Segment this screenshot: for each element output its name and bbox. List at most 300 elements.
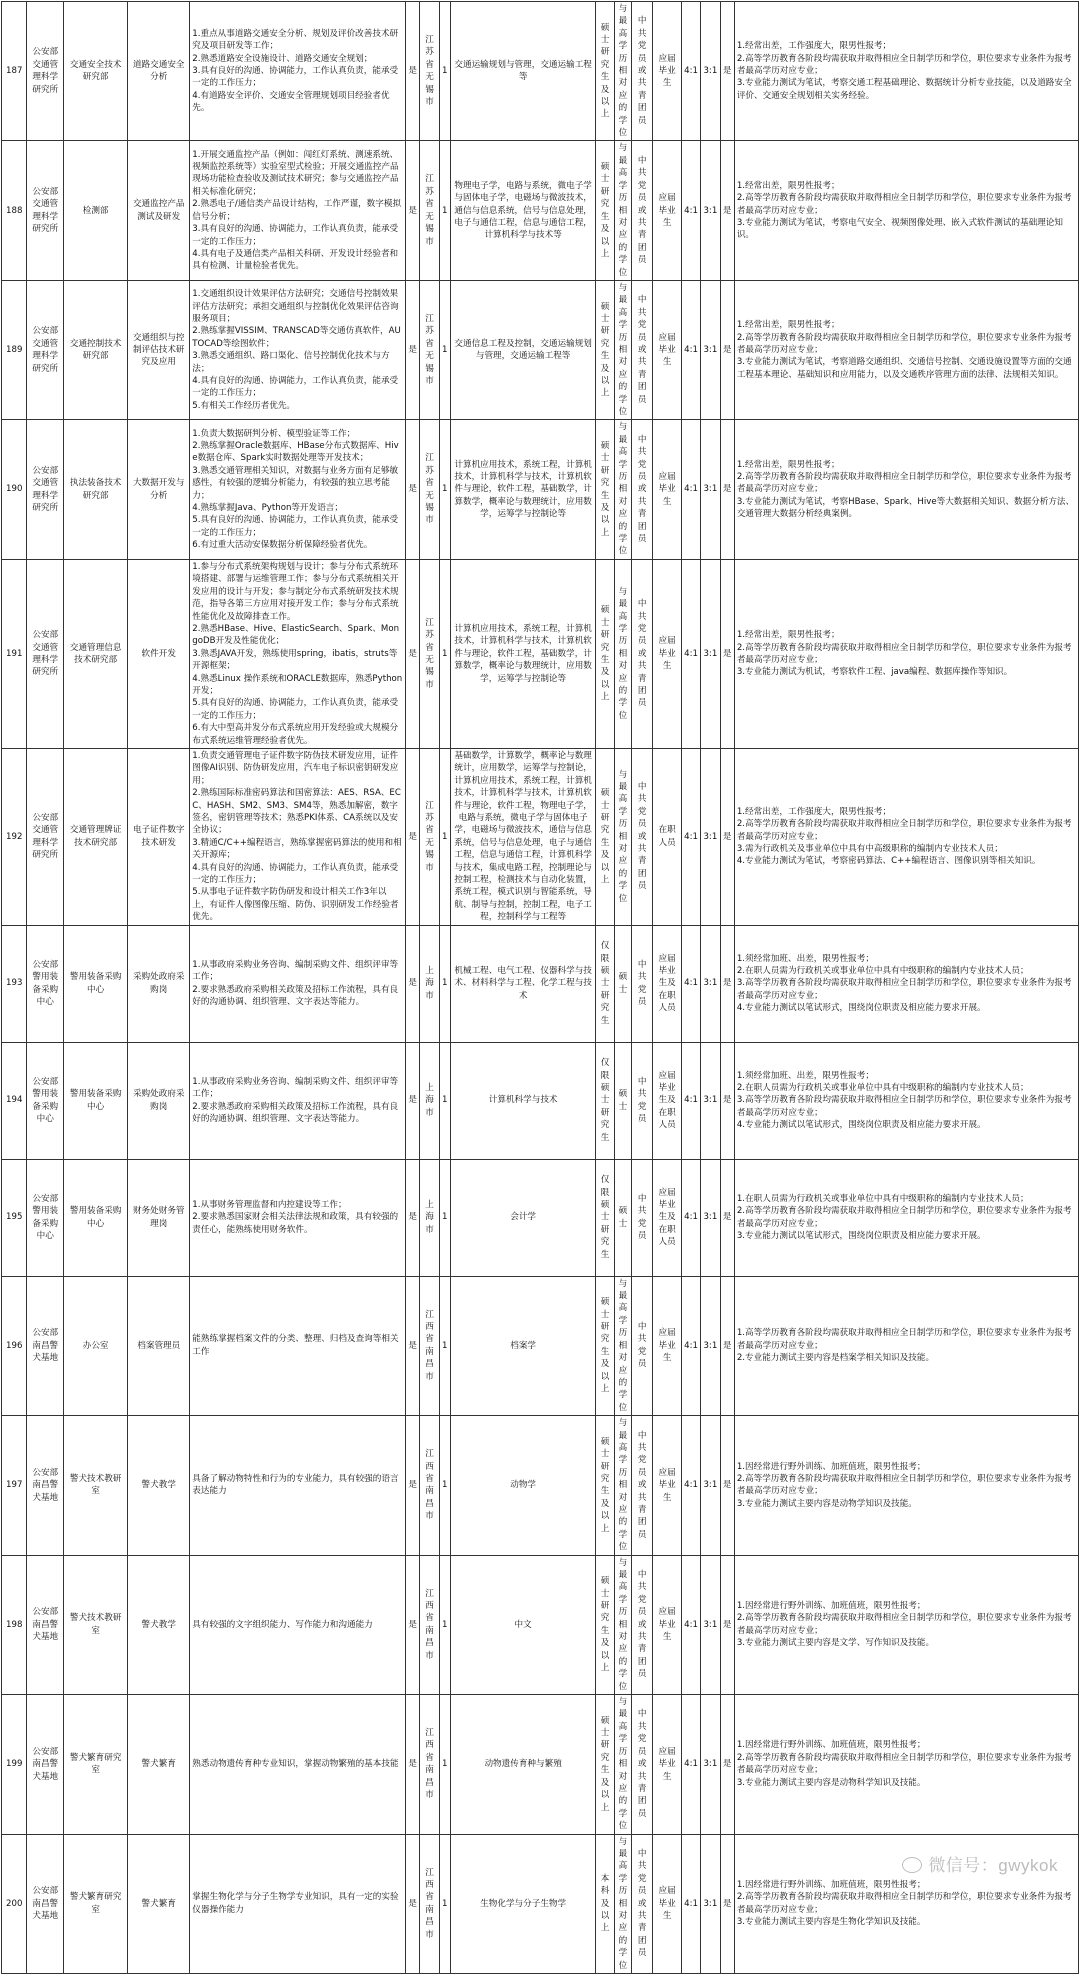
text-line: 1.从事政府采购业务咨询、编制采购文件、组织评审等工作；	[192, 1076, 399, 1100]
text-line: 2.高等学历教育各阶段均需获取并取得相应全日制学历和学位，职位要求专业条件为报考者最高学历对应专业；	[736, 332, 1072, 355]
text-line: 2.高等学历教育各阶段均需获取并取得相应全日制学历和学位，职位要求专业条件为报考者最高学历对应专业；	[736, 1752, 1072, 1776]
ratio-a: 4:1	[681, 559, 700, 748]
unit-name: 公安部南昌警犬基地	[27, 1276, 64, 1415]
unit-name: 公安部交通管理科学研究所	[27, 559, 64, 748]
row-number: 193	[2, 925, 27, 1042]
flag-b: 是	[720, 280, 734, 419]
notes	[734, 1416, 1078, 1555]
hire-count: 1	[439, 141, 450, 280]
text-line: 3.专业能力测试为笔试，考察电气安全、视频图像处理、嵌入式软件测试的基础理论知识。	[736, 217, 1063, 241]
hire-count: 1	[439, 2, 450, 141]
text-line: 2.专业能力测试主要内容是档案学相关知识及技能。	[736, 1353, 935, 1364]
ratio-b: 3:1	[701, 748, 720, 925]
flag-b: 是	[720, 1276, 734, 1415]
education-requirement: 本科及以上	[596, 1834, 614, 1973]
degree-requirement: 与最高学历相对应的学位	[614, 1834, 631, 1973]
table-row	[2, 420, 1079, 559]
text-line: 熟悉动物遗传育种专业知识，掌握动物繁殖的基本技能	[192, 1759, 399, 1770]
work-location: 上海市	[420, 1042, 439, 1159]
candidate-source: 应届毕业生及在职人员	[653, 1159, 682, 1276]
row-number: 194	[2, 1042, 27, 1159]
text-line: 2.熟练掌握Oracle数据库、HBase分布式数据库、Hive数据仓库、Spark实时数据处理等开发技术；	[192, 441, 399, 464]
position-name: 警犬繁育	[128, 1834, 190, 1973]
position-requirements	[190, 748, 406, 925]
position-requirements	[190, 1159, 406, 1276]
ratio-a: 4:1	[681, 1555, 700, 1694]
table-row	[2, 1555, 1079, 1694]
position-requirements	[190, 559, 406, 748]
position-requirements	[190, 1276, 406, 1415]
education-requirement: 硕士研究生及以上	[596, 559, 614, 748]
work-location: 江西省南昌市	[420, 1555, 439, 1694]
hire-count: 1	[439, 1695, 450, 1834]
wechat-icon	[902, 1857, 922, 1873]
table-row	[2, 1159, 1079, 1276]
political-status: 中共党员或共青团员	[632, 2, 653, 141]
table-row	[2, 925, 1079, 1042]
flag-b: 是	[720, 2, 734, 141]
text-line: 2.高等学历教育各阶段均需获取并取得相应全日制学历和学位，职位要求专业条件为报考者最高学历对应专业；	[736, 1206, 1072, 1229]
unit-name: 公安部警用装备采购中心	[27, 1042, 64, 1159]
row-number: 196	[2, 1276, 27, 1415]
department: 警犬繁育研究室	[64, 1834, 128, 1973]
flag-a: 是	[406, 1834, 420, 1973]
text-line: 3.高等学历教育各阶段均需获取并取得相应全日制学历和学位，职位要求专业条件为报考者最高学历对应专业；	[736, 978, 1072, 1001]
text-line: 1.从事政府采购业务咨询、编制采购文件、组织评审等工作；	[192, 959, 399, 983]
text-line: 1.因经常进行野外训练、加班值班，限男性报考；	[736, 1740, 926, 1751]
candidate-source: 应届毕业生	[653, 280, 682, 419]
major-requirement: 基础数学，计算数学，概率论与数理统计，应用数学，运筹学与控制论，计算机应用技术，系统工程，计算机技术，计算机科学与技术，计算机软件与理论，软件工程，物理电子学，电路与系统，微电子学与固体电子学，电磁场与微波技术，通信与信息系统，信号与信息处理，电子与通信工程，信息与通信工程，计算机科学与技术，集成电路工程，控制理论与控制工程，检测技术与自动化装置，系统工程，模式识别与智能系统，导航、制导与控制，控制工程，电子工程，控制科学与工程等	[450, 748, 596, 925]
text-line: 3.专业能力测试为笔试，考察道路交通组织、交通信号控制、交通设施设置等方面的交通工程基本理论、基础知识和应用能力，以及交通秩序管理方面的法律、法规相关知识。	[736, 357, 1072, 380]
table-row	[2, 1276, 1079, 1415]
table-row	[2, 1042, 1079, 1159]
text-line: 1.须经常加班、出差，限男性报考；	[736, 1070, 874, 1081]
ratio-a: 4:1	[681, 1416, 700, 1555]
ratio-b: 3:1	[701, 925, 720, 1042]
position-requirements	[190, 1042, 406, 1159]
text-line: 5.有相关工作经历者优先。	[192, 400, 296, 411]
degree-requirement: 与最高学历相对应的学位	[614, 141, 631, 280]
flag-b: 是	[720, 1555, 734, 1694]
notes	[734, 559, 1078, 748]
department: 警犬技术教研室	[64, 1555, 128, 1694]
hire-count: 1	[439, 1834, 450, 1973]
text-line: 4.具有电子及通信类产品相关科研、开发设计经验者和具有检测、计量检验者优先。	[192, 248, 399, 272]
political-status: 中共党员或共青团员	[632, 559, 653, 748]
flag-b: 是	[720, 141, 734, 280]
text-line: 3.熟悉交通管理相关知识，对数据与业务方面有足够敏感性，有较强的逻辑分析能力，有较强的独立思考能力；	[192, 465, 399, 501]
text-line: 能熟练掌握档案文件的分类、整理、归档及查询等相关工作	[192, 1334, 399, 1357]
text-line: 3.熟悉JAVA开发，熟练使用spring，ibatis，struts等开源框架；	[192, 648, 398, 672]
flag-a: 是	[406, 925, 420, 1042]
recruitment-table	[1, 1, 1079, 1974]
candidate-source: 应届毕业生	[653, 1834, 682, 1973]
table-row	[2, 559, 1079, 748]
candidate-source: 在职人员	[653, 748, 682, 925]
degree-requirement: 与最高学历相对应的学位	[614, 2, 631, 141]
flag-a: 是	[406, 280, 420, 419]
text-line: 2.高等学历教育各阶段均需获取并取得相应全日制学历和学位，职位要求专业条件为报考者最高学历对应专业；	[736, 1473, 1072, 1497]
table-row	[2, 280, 1079, 419]
ratio-b: 3:1	[701, 559, 720, 748]
education-requirement: 仅限硕士研究生	[596, 925, 614, 1042]
row-number: 195	[2, 1159, 27, 1276]
position-requirements	[190, 141, 406, 280]
political-status: 中共党员或共青团员	[632, 1555, 653, 1694]
text-line: 1.从事财务管理监督和内控建设等工作；	[192, 1200, 347, 1211]
position-requirements	[190, 280, 406, 419]
table-row	[2, 1695, 1079, 1834]
candidate-source: 应届毕业生	[653, 2, 682, 141]
text-line: 掌握生物化学与分子生物学专业知识，具有一定的实验仪器操作能力	[192, 1892, 399, 1915]
candidate-source: 应届毕业生	[653, 141, 682, 280]
flag-b: 是	[720, 748, 734, 925]
flag-a: 是	[406, 1695, 420, 1834]
ratio-b: 3:1	[701, 1276, 720, 1415]
text-line: 3.专业能力测试主要内容是动物科学知识及技能。	[736, 1777, 926, 1788]
text-line: 2.在职人员需为行政机关或事业单位中具有中级职称的编制内专业技术人员；	[736, 966, 1029, 977]
text-line: 2.要求熟悉国家财会相关法律法规和政策，具有较强的责任心，能熟练使用财务软件。	[192, 1212, 399, 1235]
major-requirement: 计算机应用技术，系统工程，计算机技术，计算机科学与技术，计算机软件与理论，软件工程，基础数学，计算数学，概率论与数理统计，应用数学，运筹学与控制论等	[450, 420, 596, 559]
text-line: 3.专业能力测试为笔试，考察HBase、Spark、Hive等大数据相关知识、数据分析方法、交通管理大数据分析经典案例。	[736, 496, 1075, 520]
major-requirement: 动物学	[450, 1416, 596, 1555]
candidate-source: 应届毕业生	[653, 1555, 682, 1694]
major-requirement: 动物遗传育种与繁殖	[450, 1695, 596, 1834]
text-line: 1.经常出差，工作强度大，限男性报考；	[736, 806, 892, 817]
department: 交通管理牌证技术研究部	[64, 748, 128, 925]
text-line: 3.具有良好的沟通、协调能力，工作认真负责，能承受一定的工作压力；	[192, 66, 399, 89]
text-line: 4.专业能力测试为笔试，考察密码算法、C++编程语言、图像识别等相关知识。	[736, 856, 1041, 867]
text-line: 2.高等学历教育各阶段均需获取并取得相应全日制学历和学位，职位要求专业条件为报考者最高学历对应专业；	[736, 642, 1072, 665]
department: 交通管理信息技术研究部	[64, 559, 128, 748]
ratio-a: 4:1	[681, 280, 700, 419]
work-location: 江西省南昌市	[420, 1416, 439, 1555]
candidate-source: 应届毕业生	[653, 1276, 682, 1415]
ratio-a: 4:1	[681, 1159, 700, 1276]
department: 检测部	[64, 141, 128, 280]
unit-name: 公安部南昌警犬基地	[27, 1834, 64, 1973]
text-line: 6.有过重大活动安保数据分析保障经验者优先。	[192, 540, 373, 551]
text-line: 1.重点从事道路交通安全分析、规划及评价改善技术研究及项目研发等工作；	[192, 28, 399, 52]
row-number: 199	[2, 1695, 27, 1834]
notes	[734, 748, 1078, 925]
education-requirement: 硕士研究生及以上	[596, 1555, 614, 1694]
ratio-b: 3:1	[701, 141, 720, 280]
text-line: 3.专业能力测试以笔试形式，围绕岗位职责及相应能力要求开展。	[736, 1231, 986, 1242]
text-line: 4.熟练掌握Java、Python等开发语言；	[192, 503, 343, 514]
position-name: 道路交通安全分析	[128, 2, 190, 141]
hire-count: 1	[439, 420, 450, 559]
hire-count: 1	[439, 1042, 450, 1159]
text-line: 具备了解动物特性和行为的专业能力，具有较强的语言表达能力	[192, 1473, 399, 1497]
position-requirements	[190, 1695, 406, 1834]
text-line: 1.须经常加班、出差，限男性报考；	[736, 953, 874, 964]
unit-name: 公安部交通管理科学研究所	[27, 280, 64, 419]
notes	[734, 280, 1078, 419]
department: 交通控制技术研究部	[64, 280, 128, 419]
notes	[734, 1042, 1078, 1159]
position-requirements	[190, 420, 406, 559]
position-name: 交通监控产品测试及研发	[128, 141, 190, 280]
notes	[734, 420, 1078, 559]
text-line: 3.熟悉交通组织、路口渠化、信号控制优化技术与方法；	[192, 351, 390, 374]
row-number: 198	[2, 1555, 27, 1694]
political-status: 中共党员	[632, 1042, 653, 1159]
flag-a: 是	[406, 1416, 420, 1555]
position-name: 采购处政府采购岗	[128, 1042, 190, 1159]
department: 交通安全技术研究部	[64, 2, 128, 141]
text-line: 3.高等学历教育各阶段均需获取并取得相应全日制学历和学位，职位要求专业条件为报考者最高学历对应专业；	[736, 1095, 1072, 1118]
work-location: 江苏省无锡市	[420, 748, 439, 925]
text-line: 3.专业能力测试为笔试，考察交通工程基础理论、数据统计分析专业技能，以及道路安全评价、交通安全规划相关实务经验。	[736, 78, 1072, 101]
text-line: 3.专业能力测试主要内容是文学、写作知识及技能。	[736, 1638, 935, 1649]
notes	[734, 2, 1078, 141]
work-location: 江西省南昌市	[420, 1276, 439, 1415]
degree-requirement: 与最高学历相对应的学位	[614, 280, 631, 419]
candidate-source: 应届毕业生	[653, 559, 682, 748]
education-requirement: 硕士研究生及以上	[596, 280, 614, 419]
row-number: 190	[2, 420, 27, 559]
text-line: 6.有大中型高并发分布式系统应用开发经验或大规模分布式系统运维管理经验者优先。	[192, 723, 399, 746]
unit-name: 公安部警用装备采购中心	[27, 1159, 64, 1276]
education-requirement: 硕士研究生及以上	[596, 141, 614, 280]
hire-count: 1	[439, 1555, 450, 1694]
major-requirement: 物理电子学，电路与系统，微电子学与固体电子学，电磁场与微波技术，通信与信息系统，信号与信息处理，电子与通信工程，信息与通信工程，计算机科学与技术等	[450, 141, 596, 280]
row-number: 189	[2, 280, 27, 419]
ratio-a: 4:1	[681, 420, 700, 559]
ratio-a: 4:1	[681, 1834, 700, 1973]
text-line: 4.具有良好的沟通、协调能力，工作认真负责，能承受一定的工作压力；	[192, 862, 399, 886]
hire-count: 1	[439, 559, 450, 748]
position-name: 软件开发	[128, 559, 190, 748]
hire-count: 1	[439, 280, 450, 419]
text-line: 4.有道路安全评价、交通安全管理规划项目经验者优先。	[192, 90, 390, 114]
major-requirement: 计算机应用技术，系统工程，计算机技术，计算机科学与技术，计算机软件与理论，软件工程，基础数学，计算数学，概率论与数理统计，应用数学，运筹学与控制论等	[450, 559, 596, 748]
text-line: 3.需为行政机关及事业单位中具有中高级职称的编制内专业技术人员；	[736, 844, 1003, 855]
ratio-a: 4:1	[681, 141, 700, 280]
political-status: 中共党员	[632, 925, 653, 1042]
degree-requirement: 与最高学历相对应的学位	[614, 1695, 631, 1834]
text-line: 4.专业能力测试以笔试形式，围绕岗位职责及相应能力要求开展。	[736, 1003, 986, 1014]
text-line: 1.交通组织设计效果评估方法研究；交通信号控制效果评估方法研究；承担交通组织与控制优化效果评估咨询服务项目；	[192, 289, 399, 324]
political-status: 中共党员或共青团员	[632, 1834, 653, 1973]
text-line: 3.具有良好的沟通、协调能力，工作认真负责，能承受一定的工作压力；	[192, 224, 399, 247]
flag-b: 是	[720, 1834, 734, 1973]
work-location: 江西省南昌市	[420, 1695, 439, 1834]
department: 警用装备采购中心	[64, 925, 128, 1042]
text-line: 4.熟悉Linux 操作系统和ORACLE数据库，熟悉Python开发；	[192, 673, 403, 696]
position-name: 采购处政府采购岗	[128, 925, 190, 1042]
work-location: 江苏省无锡市	[420, 420, 439, 559]
text-line: 3.专业能力测试为机试，考察软件工程、java编程、数据库操作等知识。	[736, 667, 1013, 678]
text-line: 2.要求熟悉政府采购相关政策及招标工作流程，具有良好的沟通协调、组织管理、文字表达等能力。	[192, 984, 399, 1008]
text-line: 2.高等学历教育各阶段均需获取并取得相应全日制学历和学位，职位要求专业条件为报考者最高学历对应专业；	[736, 1613, 1072, 1636]
flag-a: 是	[406, 1042, 420, 1159]
flag-b: 是	[720, 1042, 734, 1159]
text-line: 1.开展交通监控产品（例如：闯红灯系统、测速系统、视频监控系统等）实验室型式检验；开展交通监控产品现场功能检查验收及测试技术研究；参与交通监控产品相关标准化研究；	[192, 149, 399, 197]
ratio-b: 3:1	[701, 1159, 720, 1276]
major-requirement: 机械工程、电气工程、仪器科学与技术、材料科学与工程、化学工程与技术	[450, 925, 596, 1042]
education-requirement: 仅限硕士研究生	[596, 1159, 614, 1276]
work-location: 上海市	[420, 925, 439, 1042]
text-line: 2.高等学历教育各阶段均需获取并取得相应全日制学历和学位，职位要求专业条件为报考者最高学历对应专业；	[736, 819, 1072, 842]
flag-b: 是	[720, 420, 734, 559]
row-number: 200	[2, 1834, 27, 1973]
ratio-a: 4:1	[681, 2, 700, 141]
degree-requirement: 硕士	[614, 1159, 631, 1276]
work-location: 江苏省无锡市	[420, 2, 439, 141]
text-line: 1.经常出差，限男性报考；	[736, 459, 840, 470]
major-requirement: 会计学	[450, 1159, 596, 1276]
flag-b: 是	[720, 1695, 734, 1834]
position-requirements	[190, 2, 406, 141]
work-location: 江苏省无锡市	[420, 559, 439, 748]
ratio-b: 3:1	[701, 1695, 720, 1834]
text-line: 1.经常出差，限男性报考；	[736, 180, 840, 191]
work-location: 江苏省无锡市	[420, 141, 439, 280]
table-row	[2, 141, 1079, 280]
unit-name: 公安部交通管理科学研究所	[27, 748, 64, 925]
candidate-source: 应届毕业生	[653, 420, 682, 559]
table-row	[2, 1416, 1079, 1555]
text-line: 4.具有良好的沟通、协调能力，工作认真负责，能承受一定的工作压力；	[192, 375, 399, 399]
watermark-text: 微信号：gwykok	[928, 1856, 1058, 1875]
text-line: 2.熟练掌握VISSIM、TRANSCAD等交通仿真软件，AUTOCAD等绘图软件；	[192, 326, 401, 349]
major-requirement: 交通信息工程及控制，交通运输规划与管理，交通运输工程等	[450, 280, 596, 419]
unit-name: 公安部南昌警犬基地	[27, 1416, 64, 1555]
ratio-a: 4:1	[681, 1695, 700, 1834]
department: 警用装备采购中心	[64, 1159, 128, 1276]
ratio-b: 3:1	[701, 2, 720, 141]
position-requirements	[190, 925, 406, 1042]
row-number: 187	[2, 2, 27, 141]
notes	[734, 1276, 1078, 1415]
flag-b: 是	[720, 1159, 734, 1276]
position-name: 警犬繁育	[128, 1695, 190, 1834]
political-status: 中共党员或共青团员	[632, 748, 653, 925]
ratio-b: 3:1	[701, 1416, 720, 1555]
flag-a: 是	[406, 1555, 420, 1694]
degree-requirement: 与最高学历相对应的学位	[614, 1555, 631, 1694]
flag-a: 是	[406, 420, 420, 559]
ratio-b: 3:1	[701, 280, 720, 419]
work-location: 江苏省无锡市	[420, 280, 439, 419]
text-line: 1.在职人员需为行政机关或事业单位中具有中级职称的编制内专业技术人员；	[736, 1193, 1029, 1204]
education-requirement: 硕士研究生及以上	[596, 748, 614, 925]
watermark	[902, 1851, 1058, 1876]
work-location: 上海市	[420, 1159, 439, 1276]
position-name: 警犬教学	[128, 1416, 190, 1555]
position-requirements	[190, 1416, 406, 1555]
text-line: 5.具有良好的沟通、协调能力，工作认真负责，能承受一定的工作压力；	[192, 698, 399, 721]
text-line: 1.高等学历教育各阶段均需获取并取得相应全日制学历和学位，职位要求专业条件为报考者最高学历对应专业；	[736, 1328, 1072, 1351]
ratio-b: 3:1	[701, 420, 720, 559]
text-line: 2.熟悉HBase、Hive、ElasticSearch、Spark、MongoDB开发及性能优化；	[192, 623, 400, 647]
degree-requirement: 与最高学历相对应的学位	[614, 420, 631, 559]
row-number: 192	[2, 748, 27, 925]
text-line: 1.因经常进行野外训练、加班值班，限男性报考；	[736, 1601, 926, 1612]
notes	[734, 925, 1078, 1042]
major-requirement: 交通运输规划与管理，交通运输工程等	[450, 2, 596, 141]
text-line: 2.熟悉电子/通信类产品设计结构，工作严谨，数字模拟信号分析；	[192, 199, 402, 222]
text-line: 1.负责大数据研判分析、模型验证等工作；	[192, 428, 356, 439]
department: 警用装备采购中心	[64, 1042, 128, 1159]
flag-b: 是	[720, 1416, 734, 1555]
notes	[734, 141, 1078, 280]
text-line: 4.专业能力测试以笔试形式，围绕岗位职责及相应能力要求开展。	[736, 1120, 986, 1131]
notes	[734, 1695, 1078, 1834]
political-status: 中共党员或共青团员	[632, 280, 653, 419]
position-name: 警犬教学	[128, 1555, 190, 1694]
candidate-source: 应届毕业生及在职人员	[653, 925, 682, 1042]
political-status: 中共党员	[632, 1276, 653, 1415]
unit-name: 公安部南昌警犬基地	[27, 1555, 64, 1694]
position-name: 交通组织与控制评估技术研究及应用	[128, 280, 190, 419]
text-line: 2.高等学历教育各阶段均需获取并取得相应全日制学历和学位，职位要求专业条件为报考者最高学历对应专业；	[736, 1892, 1072, 1915]
text-line: 2.高等学历教育各阶段均需获取并取得相应全日制学历和学位，职位要求专业条件为报考者最高学历对应专业；	[736, 53, 1072, 77]
text-line: 2.高等学历教育各阶段均需获取并取得相应全日制学历和学位，职位要求专业条件为报考者最高学历对应专业；	[736, 193, 1072, 216]
degree-requirement: 与最高学历相对应的学位	[614, 559, 631, 748]
text-line: 3.专业能力测试主要内容是生物化学知识及技能。	[736, 1917, 926, 1928]
flag-b: 是	[720, 925, 734, 1042]
education-requirement: 硕士研究生及以上	[596, 420, 614, 559]
table-row	[2, 748, 1079, 925]
hire-count: 1	[439, 1276, 450, 1415]
department: 执法装备技术研究部	[64, 420, 128, 559]
major-requirement: 档案学	[450, 1276, 596, 1415]
ratio-a: 4:1	[681, 1276, 700, 1415]
degree-requirement: 与最高学历相对应的学位	[614, 1276, 631, 1415]
candidate-source: 应届毕业生及在职人员	[653, 1042, 682, 1159]
work-location: 江西省南昌市	[420, 1834, 439, 1973]
notes	[734, 1159, 1078, 1276]
degree-requirement: 硕士	[614, 1042, 631, 1159]
position-name: 大数据开发与分析	[128, 420, 190, 559]
flag-a: 是	[406, 141, 420, 280]
notes	[734, 1555, 1078, 1694]
ratio-b: 3:1	[701, 1555, 720, 1694]
flag-b: 是	[720, 559, 734, 748]
hire-count: 1	[439, 925, 450, 1042]
major-requirement: 中文	[450, 1555, 596, 1694]
row-number: 188	[2, 141, 27, 280]
text-line: 1.经常出差，工作强度大，限男性报考；	[736, 41, 892, 52]
text-line: 3.专业能力测试主要内容是动物学知识及技能。	[736, 1498, 917, 1509]
flag-a: 是	[406, 2, 420, 141]
education-requirement: 硕士研究生及以上	[596, 1695, 614, 1834]
degree-requirement: 硕士	[614, 925, 631, 1042]
text-line: 2.高等学历教育各阶段均需获取并取得相应全日制学历和学位，职位要求专业条件为报考者最高学历对应专业；	[736, 472, 1072, 495]
department: 警犬繁育研究室	[64, 1695, 128, 1834]
table-row	[2, 2, 1079, 141]
text-line: 5.具有良好的沟通、协调能力，工作认真负责，能承受一定的工作压力；	[192, 515, 399, 538]
department: 办公室	[64, 1276, 128, 1415]
text-line: 1.参与分布式系统架构规划与设计；参与分布式系统环境搭建、部署与运维管理工作；参与分布式系统相关开发应用的设计与开发；参与制定分布式系统研发技术规范，指导各第三方应用对接开发工作；参与分布式系统性能优化及故障排查工作。	[192, 561, 399, 622]
text-line: 具有较强的文字组织能力、写作能力和沟通能力	[192, 1619, 373, 1630]
ratio-a: 4:1	[681, 1042, 700, 1159]
unit-name: 公安部交通管理科学研究所	[27, 141, 64, 280]
text-line: 2.要求熟悉政府采购相关政策及招标工作流程，具有良好的沟通协调、组织管理、文字表达等能力。	[192, 1101, 399, 1125]
position-name: 财务处财务管理岗	[128, 1159, 190, 1276]
candidate-source: 应届毕业生	[653, 1416, 682, 1555]
degree-requirement: 与最高学历相对应的学位	[614, 748, 631, 925]
text-line: 3.精通C/C++编程语言，熟练掌握密码算法的使用和相关开源库；	[192, 837, 402, 861]
text-line: 1.经常出差，限男性报考；	[736, 630, 840, 641]
flag-a: 是	[406, 559, 420, 748]
table-body	[2, 2, 1079, 1974]
hire-count: 1	[439, 748, 450, 925]
major-requirement: 生物化学与分子生物学	[450, 1834, 596, 1973]
